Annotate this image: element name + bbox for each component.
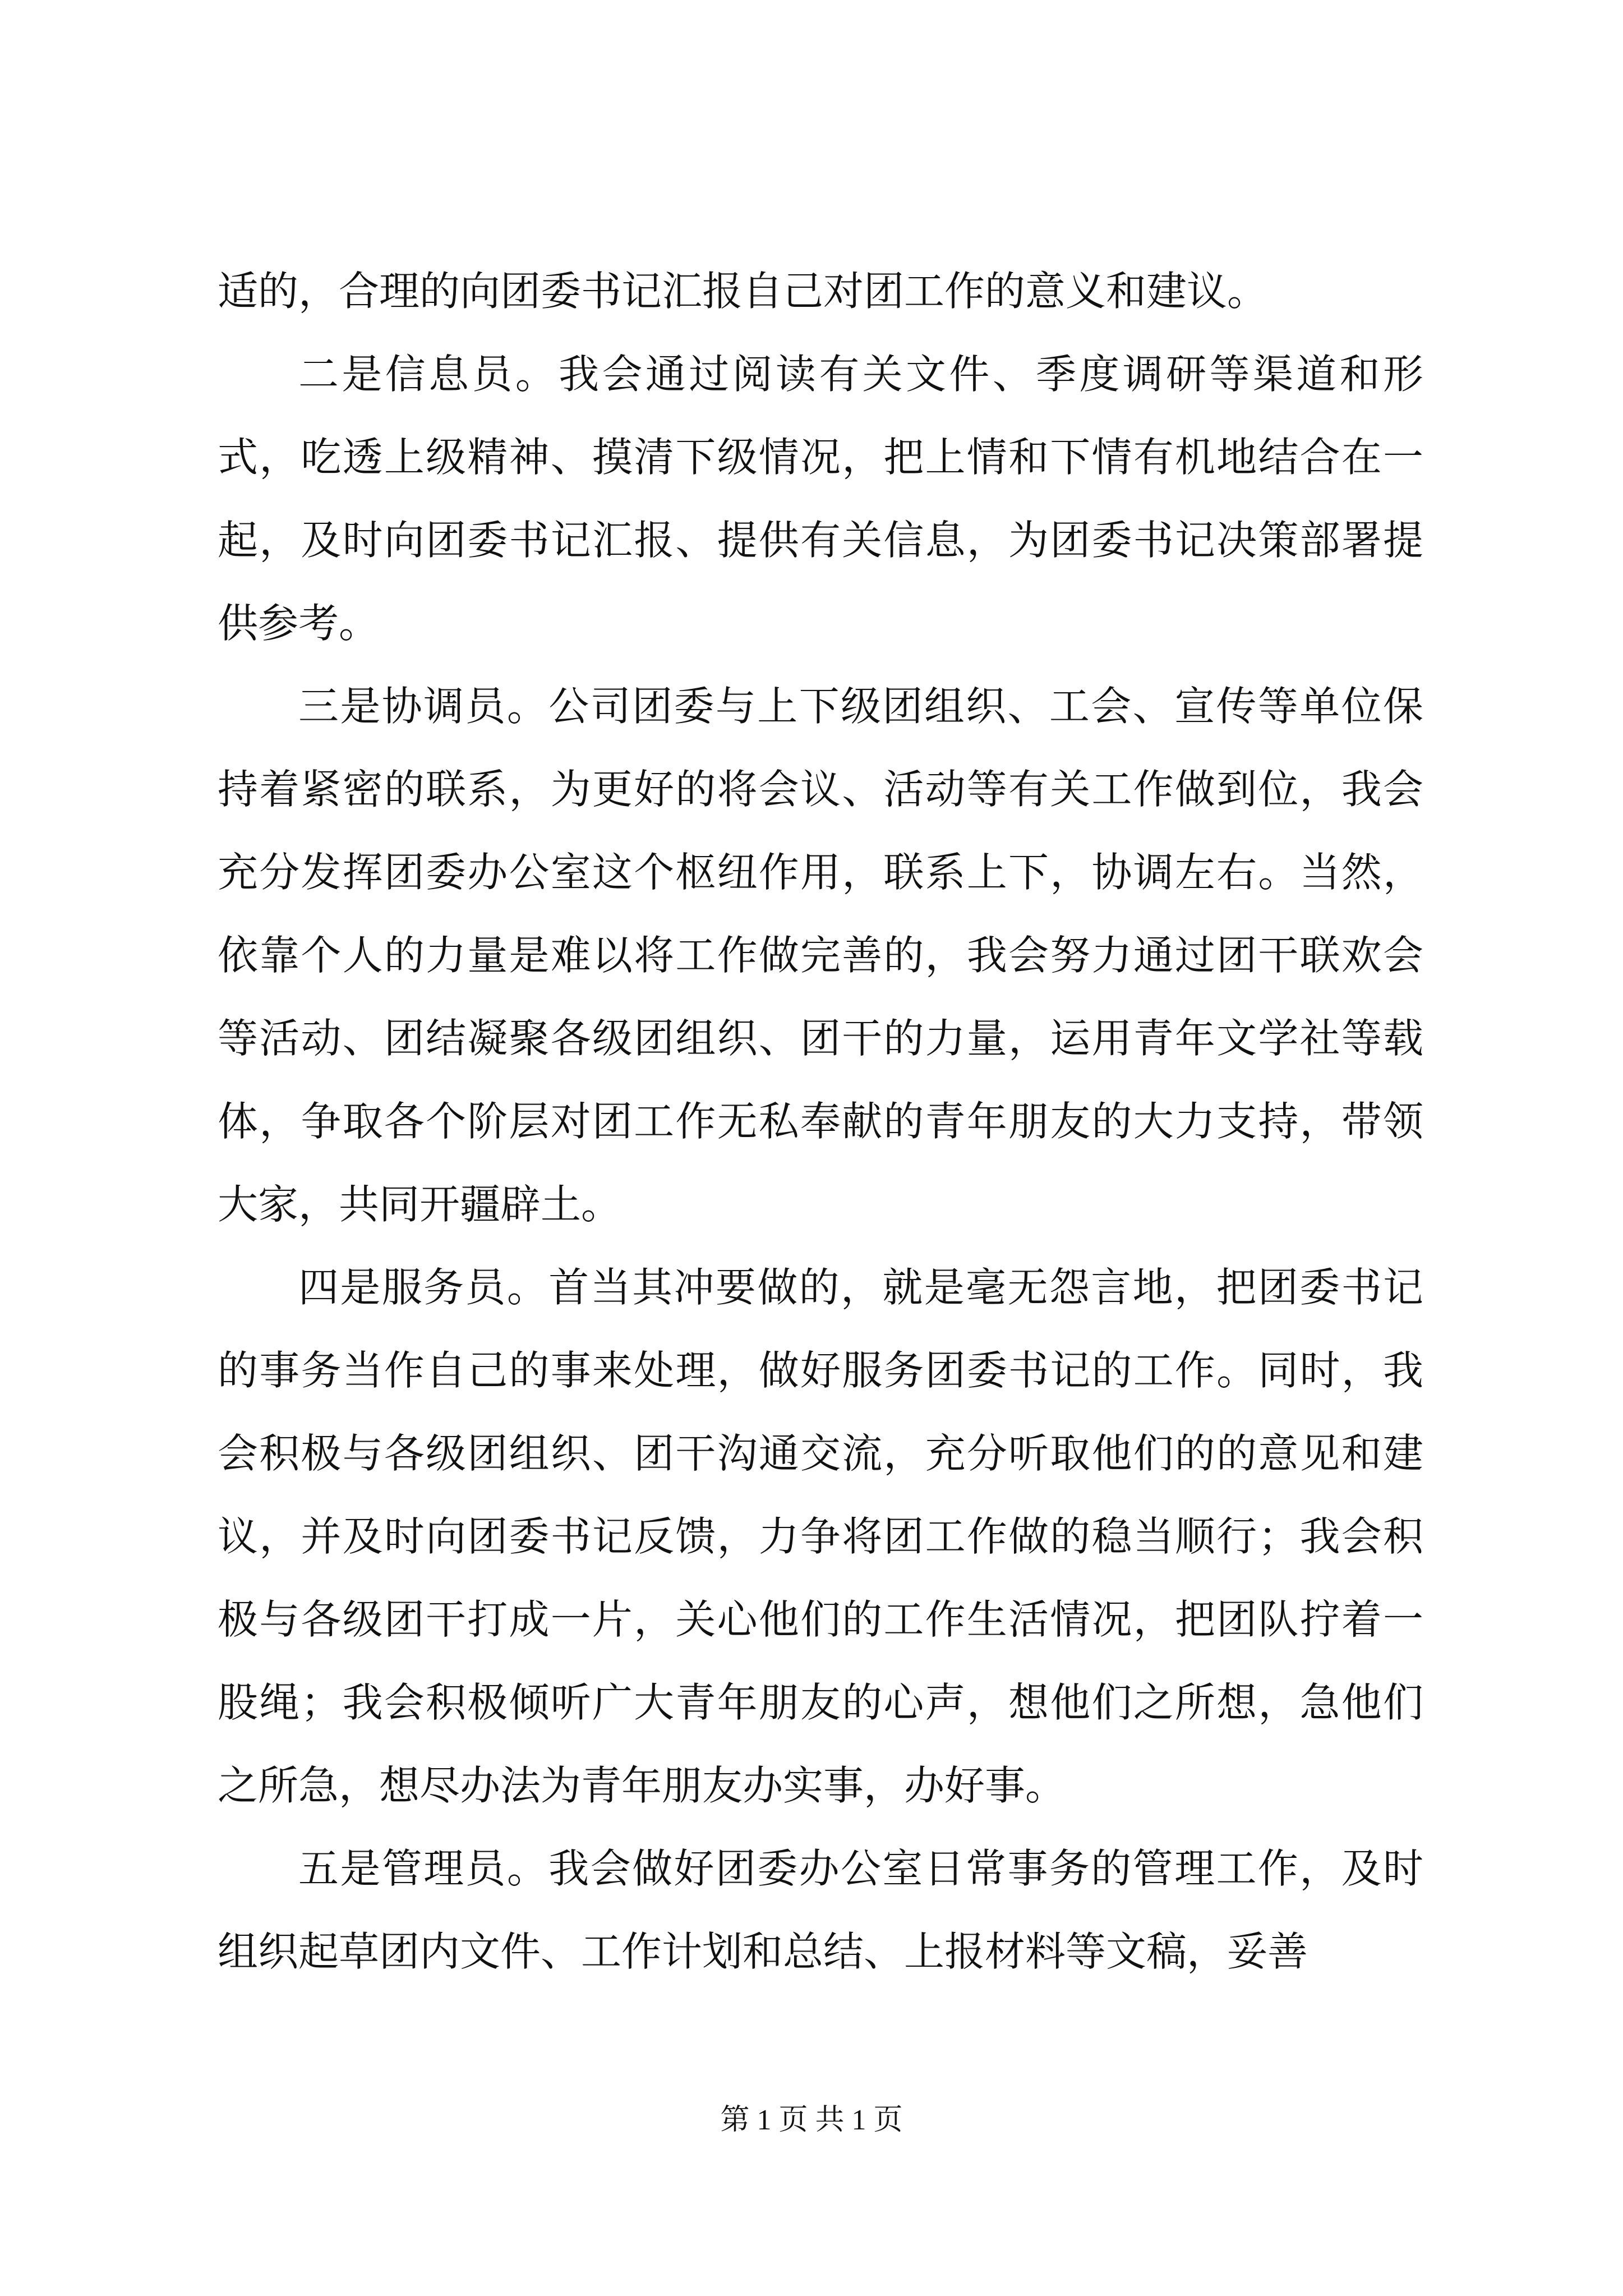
paragraph-continuation: 适的，合理的向团委书记汇报自己对团工作的意义和建议。: [218, 268, 1268, 315]
paragraph-information-officer: 二是信息员。我会通过阅读有关文件、季度调研等渠道和形式，吃透上级精神、摸清下级情况，把上情和下情有机地结合在一起，及时向团委书记汇报、提供有关信息，为团委书记决策部署提供参考。: [218, 351, 1423, 647]
paragraph-service-officer: 四是服务员。首当其冲要做的，就是毫无怨言地，把团委书记的事务当作自己的事来处理，做好服务团委书记的工作。同时，我会积极与各级团组织、团干沟通交流，充分听取他们的的意见和建议，并及时向团委书记反馈，力争将团工作做的稳当顺行；我会积极与各级团干打成一片，关心他们的工作生活情况，把团队拧着一股绳；我会积极倾听广大青年朋友的心声，想他们之所想，急他们之所急，想尽办法为青年朋友办实事，办好事。: [218, 1264, 1423, 1809]
paragraph-coordinator: 三是协调员。公司团委与上下级团组织、工会、宣传等单位保持着紧密的联系，为更好的将会议、活动等有关工作做到位，我会充分发挥团委办公室这个枢纽作用，联系上下，协调左右。当然，依靠个人的力量是难以将工作做完善的，我会努力通过团干联欢会等活动、团结凝聚各级团组织、团干的力量，运用青年文学社等载体，争取各个阶层对团工作无私奉献的青年朋友的大力支持，带领大家，共同开疆辟土。: [218, 683, 1423, 1228]
page-number-footer: 第 1 页 共 1 页: [720, 2104, 903, 2136]
document-body: [218, 250, 1423, 1993]
paragraph-manager: 五是管理员。我会做好团委办公室日常事务的管理工作，及时组织起草团内文件、工作计划和总结、上报材料等文稿，妥善: [218, 1845, 1423, 1975]
